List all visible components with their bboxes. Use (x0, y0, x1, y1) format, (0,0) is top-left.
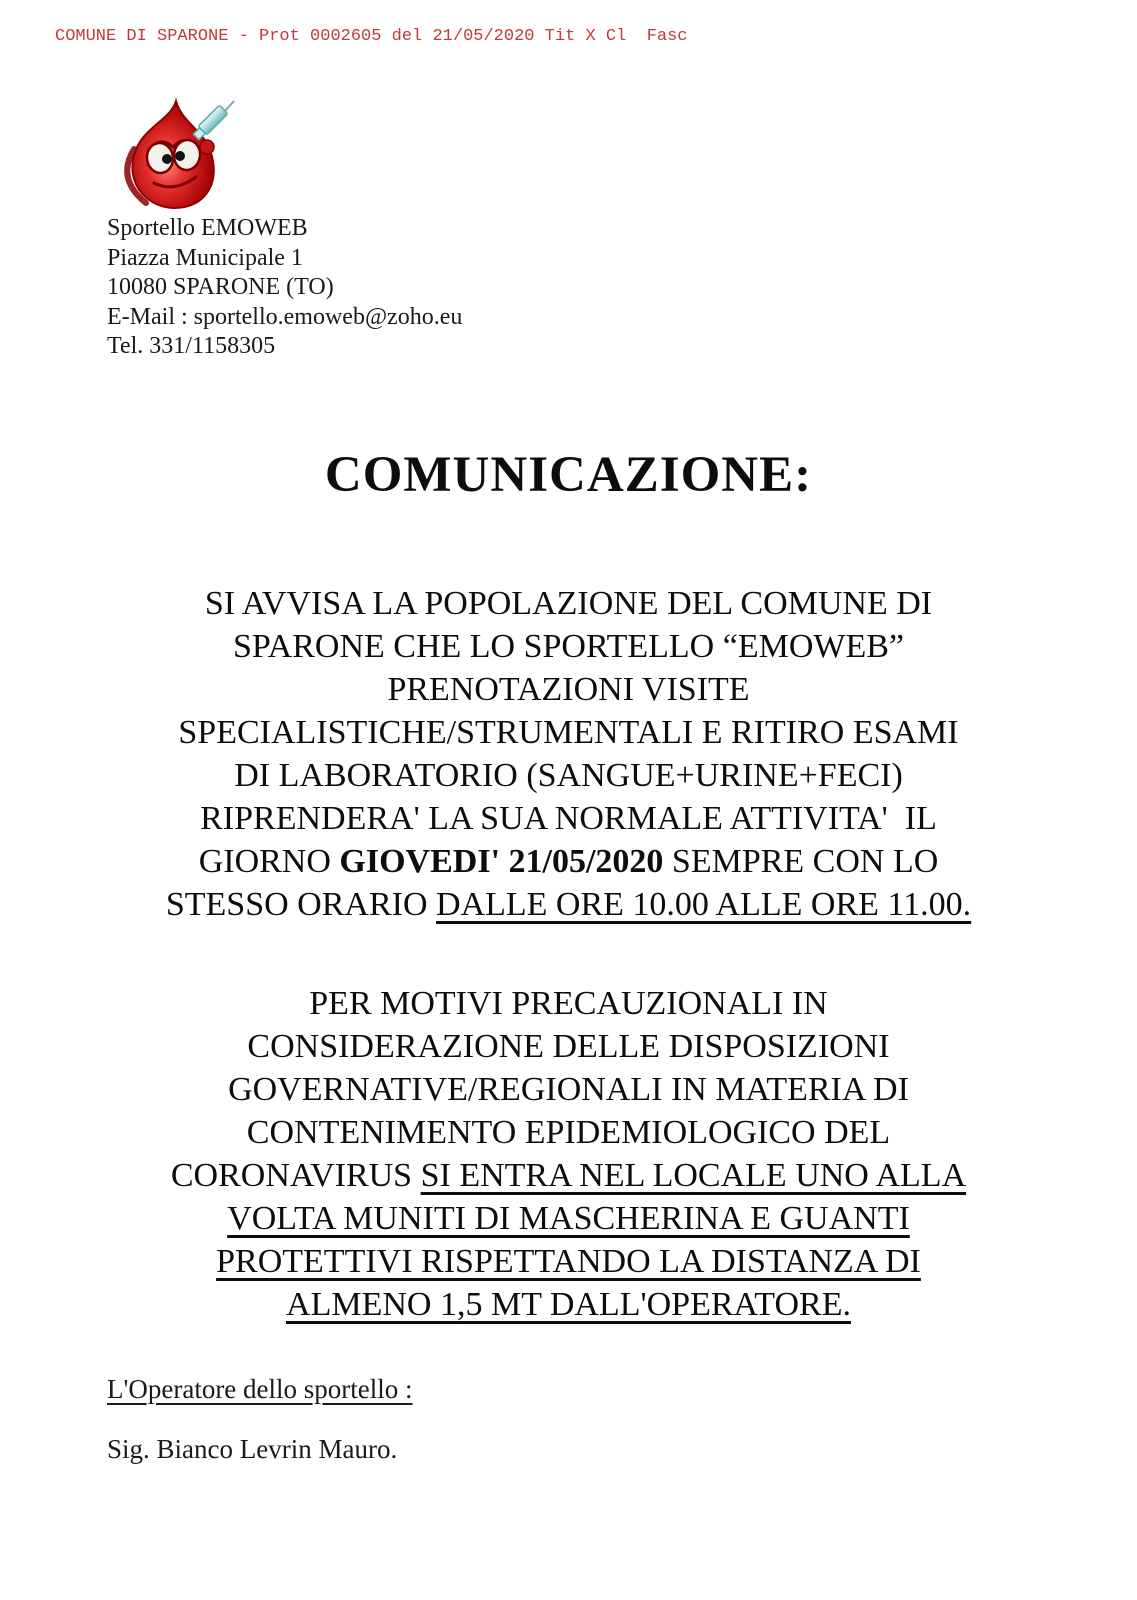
blood-drop-logo (110, 93, 240, 223)
sender-phone: Tel. 331/1158305 (107, 333, 276, 359)
body-text: STESSO ORARIO (165, 886, 437, 923)
body-line: SPECIALISTICHE/STRUMENTALI E RITIRO ESAMI (178, 714, 959, 751)
body-text: GIORNO (198, 843, 340, 880)
syringe-icon (193, 101, 234, 140)
sender-block (107, 214, 462, 362)
safety-rule-text: VOLTA MUNITI DI MASCHERINA E GUANTI (227, 1200, 910, 1237)
sender-street: Piazza Municipale 1 (107, 244, 303, 271)
operator-name: Sig. Bianco Levrin Mauro. (107, 1434, 398, 1464)
sender-city: 10080 SPARONE (TO) (107, 274, 334, 300)
page-title: COMUNICAZIONE: (324, 447, 813, 503)
opening-hours: DALLE ORE 10.00 ALLE ORE 11.00. (436, 886, 972, 923)
safety-rule-text: ALMENO 1,5 MT DALL'OPERATORE. (286, 1286, 851, 1323)
body-text: SEMPRE CON LO (663, 843, 939, 880)
body-line (60, 1154, 1077, 1197)
body-line (60, 1240, 1077, 1283)
body-line: PRENOTAZIONI VISITE (387, 671, 750, 708)
sender-name: Sportello EMOWEB (107, 215, 308, 241)
body-text: CORONAVIRUS (170, 1157, 421, 1194)
body-line (60, 840, 1077, 883)
protocol-header: COMUNE DI SPARONE - Prot 0002605 del 21/05/2020 Tit X Cl Fasc (55, 27, 688, 46)
body-line: PER MOTIVI PRECAUZIONALI IN (309, 985, 828, 1022)
body-line: CONSIDERAZIONE DELLE DISPOSIZIONI (247, 1028, 890, 1065)
reopening-date: GIOVEDI' 21/05/2020 (339, 843, 664, 880)
operator-label: L'Operatore dello sportello : (107, 1374, 413, 1404)
body-line: SPARONE CHE LO SPORTELLO “EMOWEB” (232, 628, 905, 665)
safety-rule-text: PROTETTIVI RISPETTANDO LA DISTANZA DI (216, 1243, 921, 1280)
body-line: GOVERNATIVE/REGIONALI IN MATERIA DI (228, 1071, 909, 1108)
safety-rule-text: SI ENTRA NEL LOCALE UNO ALLA (420, 1157, 967, 1194)
body-line (60, 1283, 1077, 1326)
blood-drop-mascot-icon (110, 93, 240, 223)
sender-email: E-Mail : sportello.emoweb@zoho.eu (107, 303, 463, 330)
body-line (60, 883, 1077, 926)
body-line: DI LABORATORIO (SANGUE+URINE+FECI) (234, 757, 903, 794)
body-line: CONTENIMENTO EPIDEMIOLOGICO DEL (246, 1114, 891, 1151)
paragraph-precautions (60, 982, 1077, 1326)
body-line: SI AVVISA LA POPOLAZIONE DEL COMUNE DI (204, 585, 933, 622)
body-line (60, 1197, 1077, 1240)
paragraph-announcement (60, 582, 1077, 926)
body-line: RIPRENDERA' LA SUA NORMALE ATTIVITA' IL (200, 800, 937, 837)
